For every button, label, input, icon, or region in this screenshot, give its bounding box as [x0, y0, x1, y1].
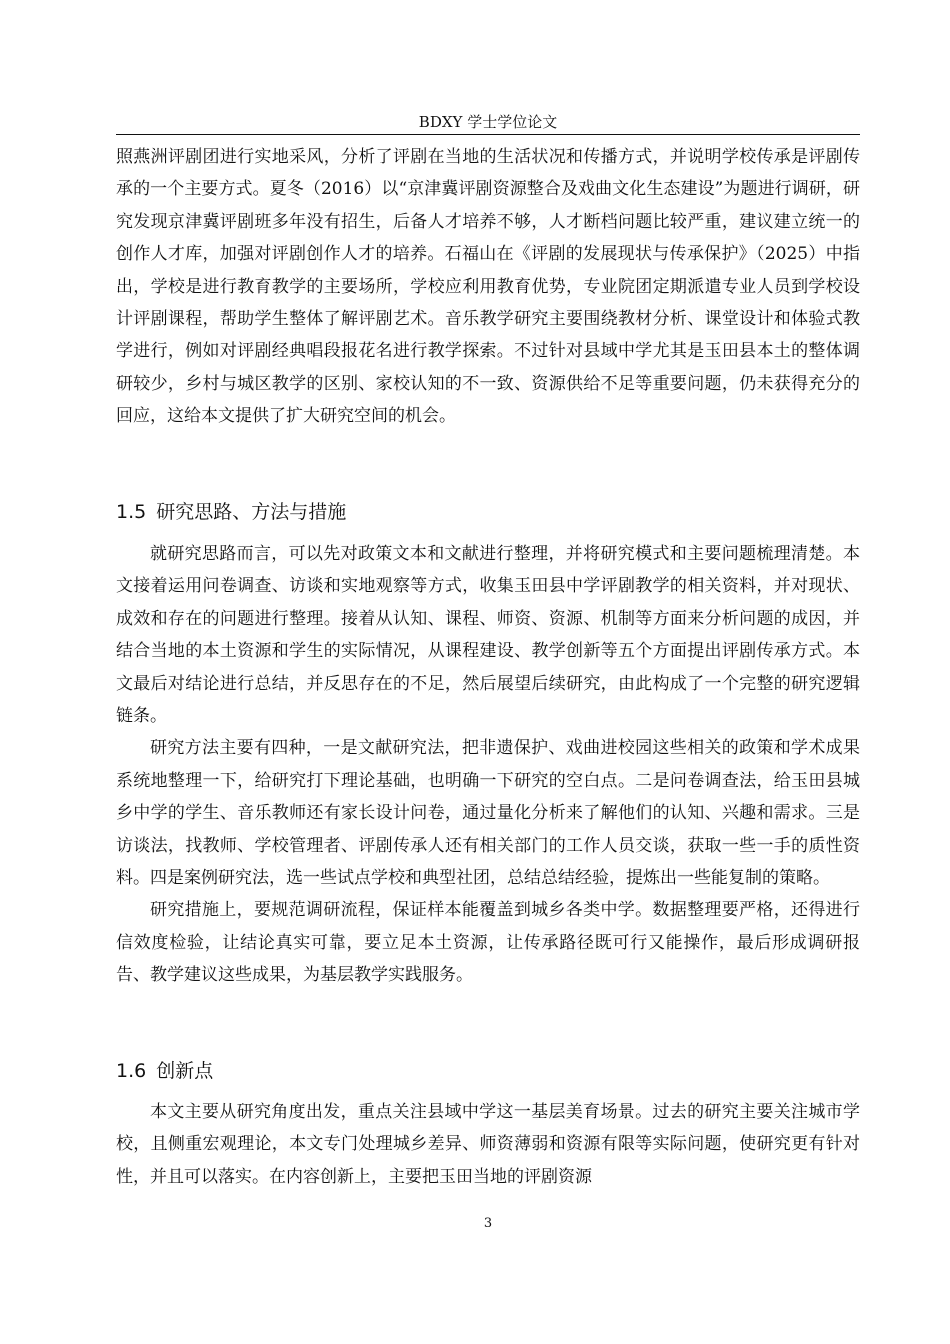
- intro-paragraph: 照燕洲评剧团进行实地采风，分析了评剧在当地的生活状况和传播方式，并说明学校传承是评剧传承的一个主要方式。夏冬（2016）以“京津冀评剧资源整合及戏曲文化生态建设”为题进行调研，研究发现京津冀评剧班多年没有招生，后备人才培养不够，人才断档问题比较严重，建议建立统一的创作人才库，加强对评剧创作人才的培养。石福山在《评剧的发展现状与传承保护》（2025）中指出，学校是进行教育教学的主要场所，学校应利用教育优势，专业院团定期派遣专业人员到学校设计评剧课程，帮助学生整体了解评剧艺术。音乐教学研究主要围绕教材分析、课堂设计和体验式教学进行，例如对评剧经典唱段报花名进行教学探索。不过针对县域中学尤其是玉田县本土的整体调研较少，乡村与城区教学的区别、家校认知的不一致、资源供给不足等重要问题，仍未获得充分的回应，这给本文提供了扩大研究空间的机会。: [116, 147, 860, 427]
- section-number: 1.5: [116, 501, 147, 523]
- header-rule: [116, 134, 860, 135]
- section-1-5-body: [116, 538, 860, 992]
- page-number: 3: [483, 1216, 493, 1231]
- paragraph-innovation: 本文主要从研究角度出发，重点关注县域中学这一基层美育场景。过去的研究主要关注城市学校，且侧重宏观理论，本文专门处理城乡差异、师资薄弱和资源有限等实际问题，使研究更有针对性，并且可以落实。在内容创新上，主要把玉田当地的评剧资源: [116, 1102, 860, 1187]
- section-heading-1-6: [116, 1057, 860, 1085]
- section-title: 创新点: [156, 1060, 214, 1082]
- running-header: BDXY 学士学位论文: [418, 113, 558, 131]
- section-number: 1.6: [116, 1060, 147, 1082]
- paragraph-research-approach: 就研究思路而言，可以先对政策文本和文献进行整理，并将研究模式和主要问题梳理清楚。本文接着运用问卷调查、访谈和实地观察等方式，收集玉田县中学评剧教学的相关资料，并对现状、成效和存在的问题进行整理。接着从认知、课程、师资、资源、机制等方面来分析问题的成因，并结合当地的本土资源和学生的实际情况，从课程建设、教学创新等五个方面提出评剧传承方式。本文最后对结论进行总结，并反思存在的不足，然后展望后续研究，由此构成了一个完整的研究逻辑链条。: [116, 544, 860, 727]
- section-title: 研究思路、方法与措施: [156, 501, 347, 523]
- section-heading-1-5: [116, 498, 860, 526]
- section-1-6-body: [116, 1096, 860, 1193]
- paragraph-research-methods: 研究方法主要有四种，一是文献研究法，把非遗保护、戏曲进校园这些相关的政策和学术成果系统地整理一下，给研究打下理论基础，也明确一下研究的空白点。二是问卷调查法，给玉田县城乡中学的学生、音乐教师还有家长设计问卷，通过量化分析来了解他们的认知、兴趣和需求。三是访谈法，找教师、学校管理者、评剧传承人还有相关部门的工作人员交谈，获取一些一手的质性资料。四是案例研究法，选一些试点学校和典型社团，总结总结经验，提炼出一些能复制的策略。: [116, 738, 860, 889]
- paragraph-research-measures: 研究措施上，要规范调研流程，保证样本能覆盖到城乡各类中学。数据整理要严格，还得进行信效度检验，让结论真实可靠，要立足本土资源，让传承路径既可行又能操作，最后形成调研报告、教学建议这些成果，为基层教学实践服务。: [116, 900, 860, 986]
- intro-text-block: [116, 141, 860, 433]
